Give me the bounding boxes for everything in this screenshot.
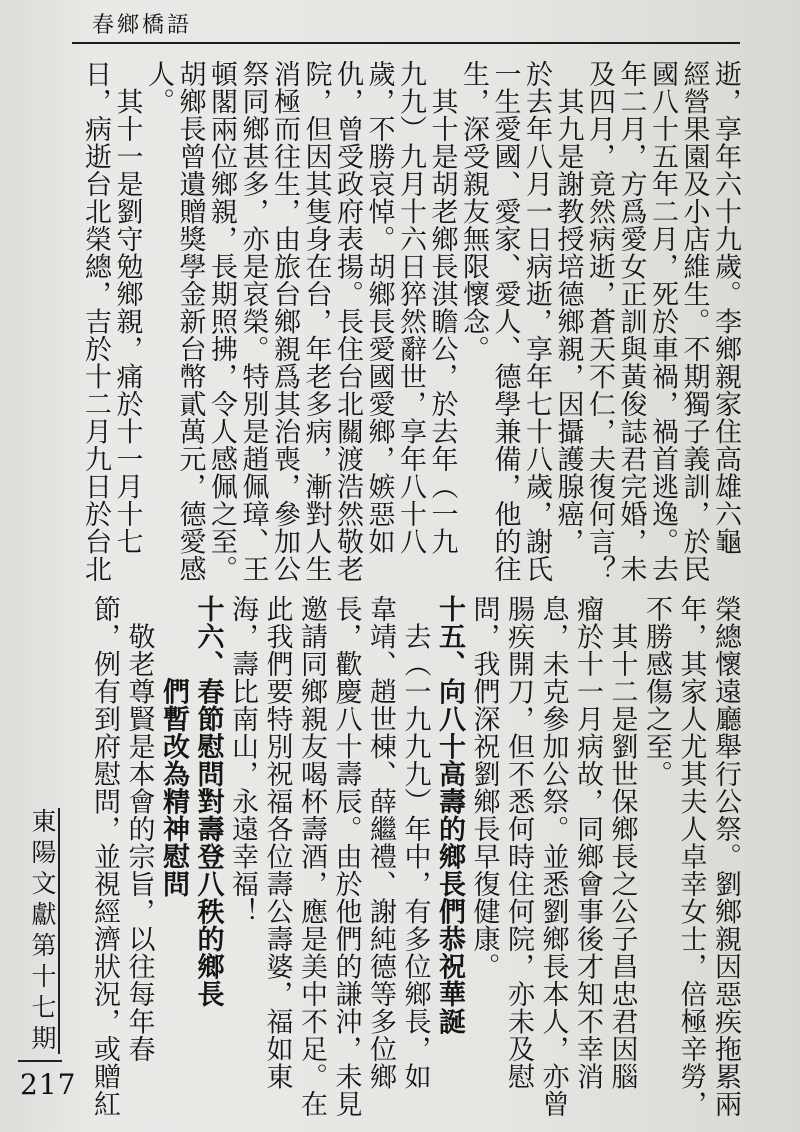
text-column: 胡鄉長曾遺贈獎學金新台幣貳萬元，德愛感 (174, 60, 206, 583)
text-column: 院，但因其隻身在台，年老多病，漸對人生 (300, 60, 332, 583)
page-number: 217 (20, 1068, 77, 1101)
text-column: 其十一是劉守勉鄉親，痛於十一月十七 (111, 60, 143, 555)
text-column: 榮總懷遠廳舉行公祭。劉鄉親因惡疾拖累兩 (710, 595, 741, 1118)
header-rule (72, 42, 740, 44)
text-column: 不勝感傷之至。 (641, 595, 672, 788)
text-column: 及四月，竟然病逝，蒼天不仁，夫復何言？ (584, 60, 615, 583)
text-column: 人。 (143, 60, 174, 115)
text-column: 問，我們深祝劉鄉長早復健康。 (468, 595, 500, 980)
journal-volume-label: 東陽文獻第十七期 (28, 808, 57, 1056)
text-column: 逝，享年六十九歲。李鄉親家住高雄六龜 (710, 60, 741, 555)
text-column: 瘤於十一月病故，同鄉會事後才知不幸消 (572, 595, 603, 1090)
text-column: 節，例有到府慰問，並視經濟狀況，或贈紅 (89, 595, 120, 1118)
text-column: 去（一九九九）年中，有多位鄉長，如 (399, 595, 431, 1090)
text-column: 九九）九月十六日猝然辭世，享年八十八 (395, 60, 426, 555)
text-column: 腸疾開刀，但不悉何時住何院，亦未及慰 (503, 595, 534, 1090)
text-column: 韋靖、趙世棟、薛繼禮、謝純德等多位鄉 (365, 595, 396, 1090)
text-column: 邀請同鄉親友喝杯壽酒，應是美中不足。在 (296, 595, 327, 1118)
volume-rule (58, 808, 60, 1054)
text-column: 經營果園及小店維生。不期獨子義訓，於民 (678, 60, 710, 583)
text-column: 於去年八月一日病逝，享年七十八歲，謝氏 (521, 60, 552, 583)
text-column: 國八十五年二月，死於車禍，禍首逃逸。去 (647, 60, 678, 583)
text-column: 海，壽比南山，永遠幸福！ (227, 595, 258, 925)
text-column: 歲，不勝哀悼。胡鄉長愛國愛鄉，嫉惡如 (363, 60, 395, 555)
text-column: 仇，曾受政府表揚。長住台北關渡浩然敬老 (332, 60, 363, 583)
text-column: 其九是謝教授培德鄉親，因攝護腺癌， (552, 60, 584, 555)
section-heading: 十五、向八十高壽的鄉長們恭祝華誕 (434, 595, 465, 1035)
text-column: 消極而往生，由旅台鄉親爲其治喪，參加公 (269, 60, 300, 583)
text-column: 長，歡慶八十壽辰。由於他們的謙沖，未見 (330, 595, 362, 1118)
text-column: 日，病逝台北榮總，吉於十二月九日於台北 (80, 60, 111, 583)
text-column: 頓閣兩位鄉親，長期照拂，令人感佩之至。 (206, 60, 237, 583)
text-column: 其十是胡老鄉長淇瞻公，於去年（一九 (426, 60, 458, 555)
section-heading: 們暫改為精神慰問 (158, 595, 189, 898)
section-heading: 十六、春節慰問對壽登八秩的鄉長 (192, 595, 224, 1008)
text-column: 年，其家人尤其夫人卓幸女士，倍極辛勞， (675, 595, 707, 1118)
text-column: 其十二是劉世保鄉長之公子昌忠君因腦 (606, 595, 638, 1090)
text-column: 一生愛國、愛家、愛人、德學兼備，他的往 (489, 60, 521, 583)
page-number-rule (18, 1060, 62, 1062)
text-column: 此我們要特別祝福各位壽公壽婆，福如東 (261, 595, 293, 1090)
text-column: 息，未克參加公祭。並悉劉鄉長本人，亦曾 (537, 595, 569, 1118)
text-column: 敬老尊賢是本會的宗旨，以往每年春 (123, 595, 155, 1063)
text-column: 生，深受親友無限懷念。 (458, 60, 489, 363)
running-head-title: 春鄉橋語 (92, 13, 193, 38)
text-column: 祭同鄉甚多，亦是哀榮。特別是趙佩璋、王 (237, 60, 269, 583)
text-column: 年二月，方爲愛女正訓與黃俊誌君完婚，未 (615, 60, 647, 583)
